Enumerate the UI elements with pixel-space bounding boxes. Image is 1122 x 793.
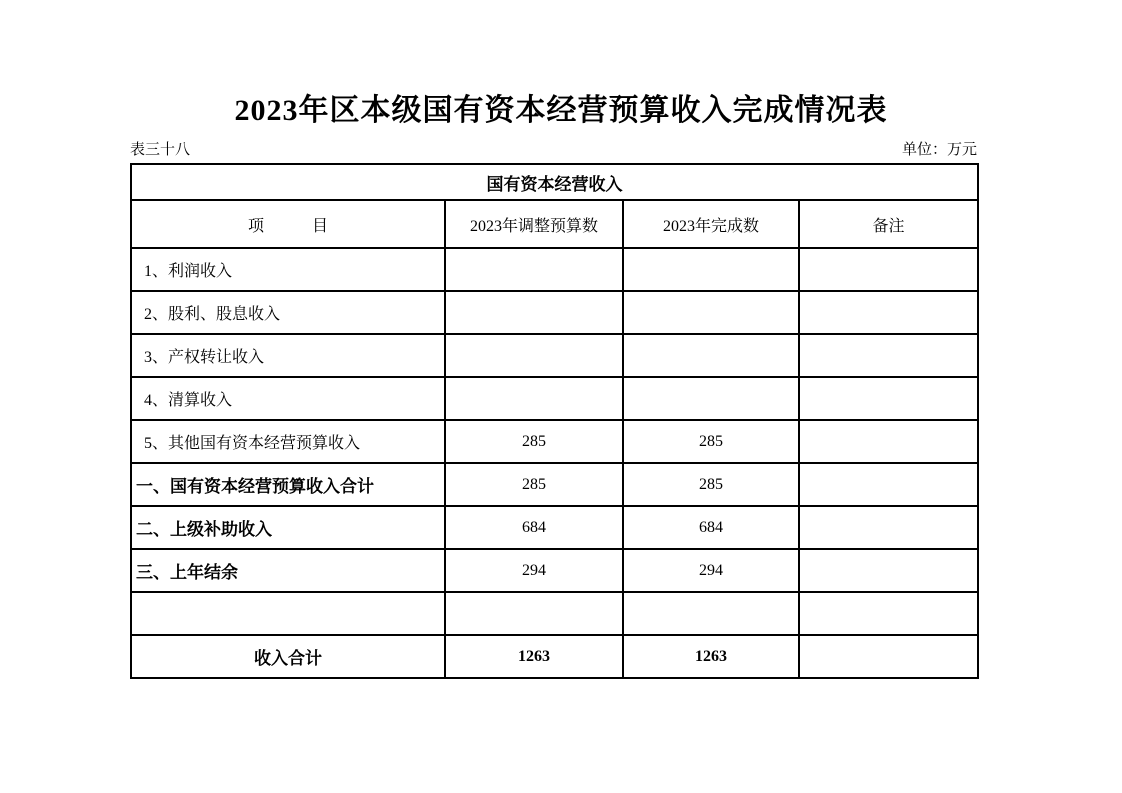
budget-cell: 294 <box>445 549 623 592</box>
column-header-row <box>131 200 978 248</box>
item-cell: 2、股利、股息收入 <box>131 291 445 334</box>
item-cell: 1、利润收入 <box>131 248 445 291</box>
item-cell: 5、其他国有资本经营预算收入 <box>131 420 445 463</box>
budget-cell: 684 <box>445 506 623 549</box>
table-meta-row <box>130 141 977 159</box>
actual-cell: 285 <box>623 420 799 463</box>
note-cell <box>799 635 978 678</box>
note-cell <box>799 420 978 463</box>
actual-cell <box>623 248 799 291</box>
budget-cell: 285 <box>445 463 623 506</box>
table-row <box>131 420 978 463</box>
actual-cell: 1263 <box>623 635 799 678</box>
actual-cell <box>623 377 799 420</box>
note-cell <box>799 463 978 506</box>
unit-label: 单位：万元 <box>901 142 977 158</box>
item-cell: 三、上年结余 <box>131 549 445 592</box>
group-header: 国有资本经营收入 <box>131 164 978 200</box>
page-title: 2023年区本级国有资本经营预算收入完成情况表 <box>234 94 888 127</box>
table-number-label: 表三十八 <box>130 142 191 158</box>
item-cell: 3、产权转让收入 <box>131 334 445 377</box>
note-cell <box>799 592 978 635</box>
table-row <box>131 291 978 334</box>
note-cell <box>799 248 978 291</box>
table-row-empty <box>131 592 978 635</box>
actual-cell: 285 <box>623 463 799 506</box>
budget-cell <box>445 377 623 420</box>
actual-cell <box>623 291 799 334</box>
item-cell <box>131 592 445 635</box>
note-cell <box>799 377 978 420</box>
item-cell: 收入合计 <box>131 635 445 678</box>
budget-cell <box>445 592 623 635</box>
actual-cell: 684 <box>623 506 799 549</box>
note-cell <box>799 506 978 549</box>
budget-cell <box>445 248 623 291</box>
table-row-section <box>131 549 978 592</box>
item-cell: 二、上级补助收入 <box>131 506 445 549</box>
table-row <box>131 377 978 420</box>
col-header-adjusted-budget: 2023年调整预算数 <box>445 200 623 248</box>
table-row-subtotal <box>131 463 978 506</box>
table-row <box>131 248 978 291</box>
item-cell: 4、清算收入 <box>131 377 445 420</box>
actual-cell <box>623 592 799 635</box>
budget-cell <box>445 291 623 334</box>
budget-cell: 285 <box>445 420 623 463</box>
note-cell <box>799 291 978 334</box>
actual-cell <box>623 334 799 377</box>
item-cell: 一、国有资本经营预算收入合计 <box>131 463 445 506</box>
table-row <box>131 334 978 377</box>
budget-cell: 1263 <box>445 635 623 678</box>
col-header-completed: 2023年完成数 <box>623 200 799 248</box>
group-header-row <box>131 164 978 200</box>
budget-cell <box>445 334 623 377</box>
col-header-item: 项 目 <box>131 200 445 248</box>
table-row-total <box>131 635 978 678</box>
budget-table <box>130 163 979 679</box>
col-header-note: 备注 <box>799 200 978 248</box>
note-cell <box>799 549 978 592</box>
note-cell <box>799 334 978 377</box>
table-row-section <box>131 506 978 549</box>
actual-cell: 294 <box>623 549 799 592</box>
